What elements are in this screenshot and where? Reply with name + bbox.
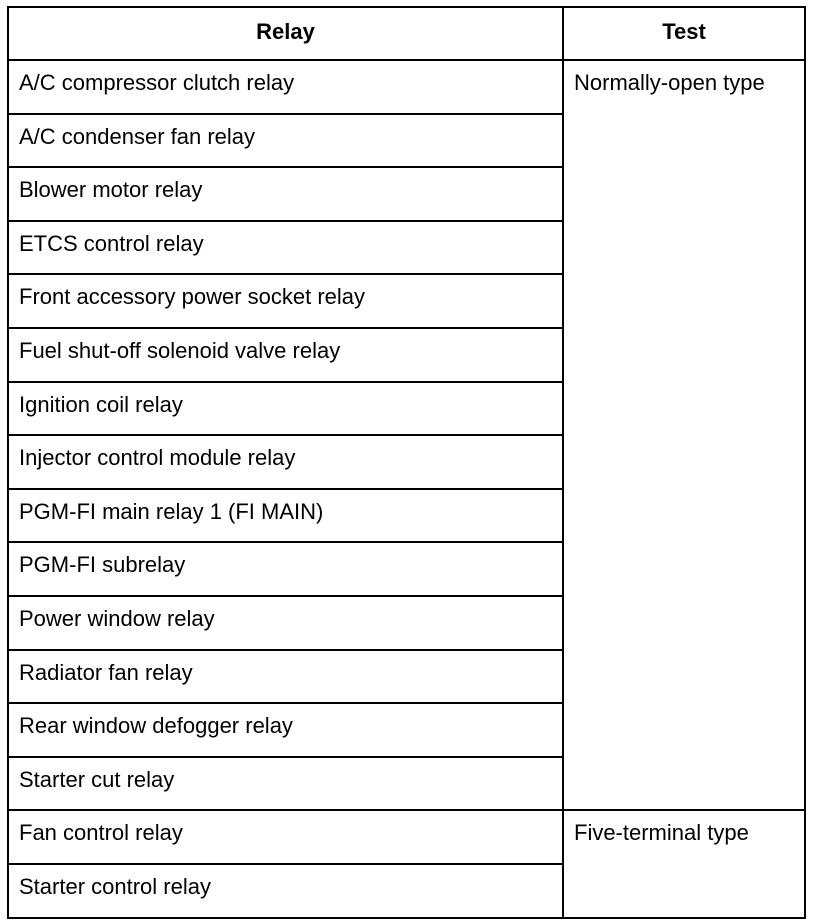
table-row [8,60,805,114]
relay-test-table [7,6,806,919]
relay-name-cell: Starter cut relay [8,757,563,811]
relay-name-cell: ETCS control relay [8,221,563,275]
relay-name-cell: PGM-FI main relay 1 (FI MAIN) [8,489,563,543]
relay-name-cell: Fuel shut-off solenoid valve relay [8,328,563,382]
relay-name-cell: Blower motor relay [8,167,563,221]
relay-name-cell: Radiator fan relay [8,650,563,704]
relay-name-cell: Injector control module relay [8,435,563,489]
header-relay: Relay [8,7,563,60]
relay-name-cell: Power window relay [8,596,563,650]
table-header [8,7,805,60]
table-body [8,60,805,918]
header-row [8,7,805,60]
relay-name-cell: A/C condenser fan relay [8,114,563,168]
relay-name-cell: Rear window defogger relay [8,703,563,757]
relay-name-cell: A/C compressor clutch relay [8,60,563,114]
table-row [8,810,805,864]
relay-name-cell: Starter control relay [8,864,563,918]
test-type-cell: Normally-open type [563,60,805,810]
relay-name-cell: PGM-FI subrelay [8,542,563,596]
test-type-cell: Five-terminal type [563,810,805,917]
relay-name-cell: Fan control relay [8,810,563,864]
relay-name-cell: Front accessory power socket relay [8,274,563,328]
relay-name-cell: Ignition coil relay [8,382,563,436]
header-test: Test [563,7,805,60]
